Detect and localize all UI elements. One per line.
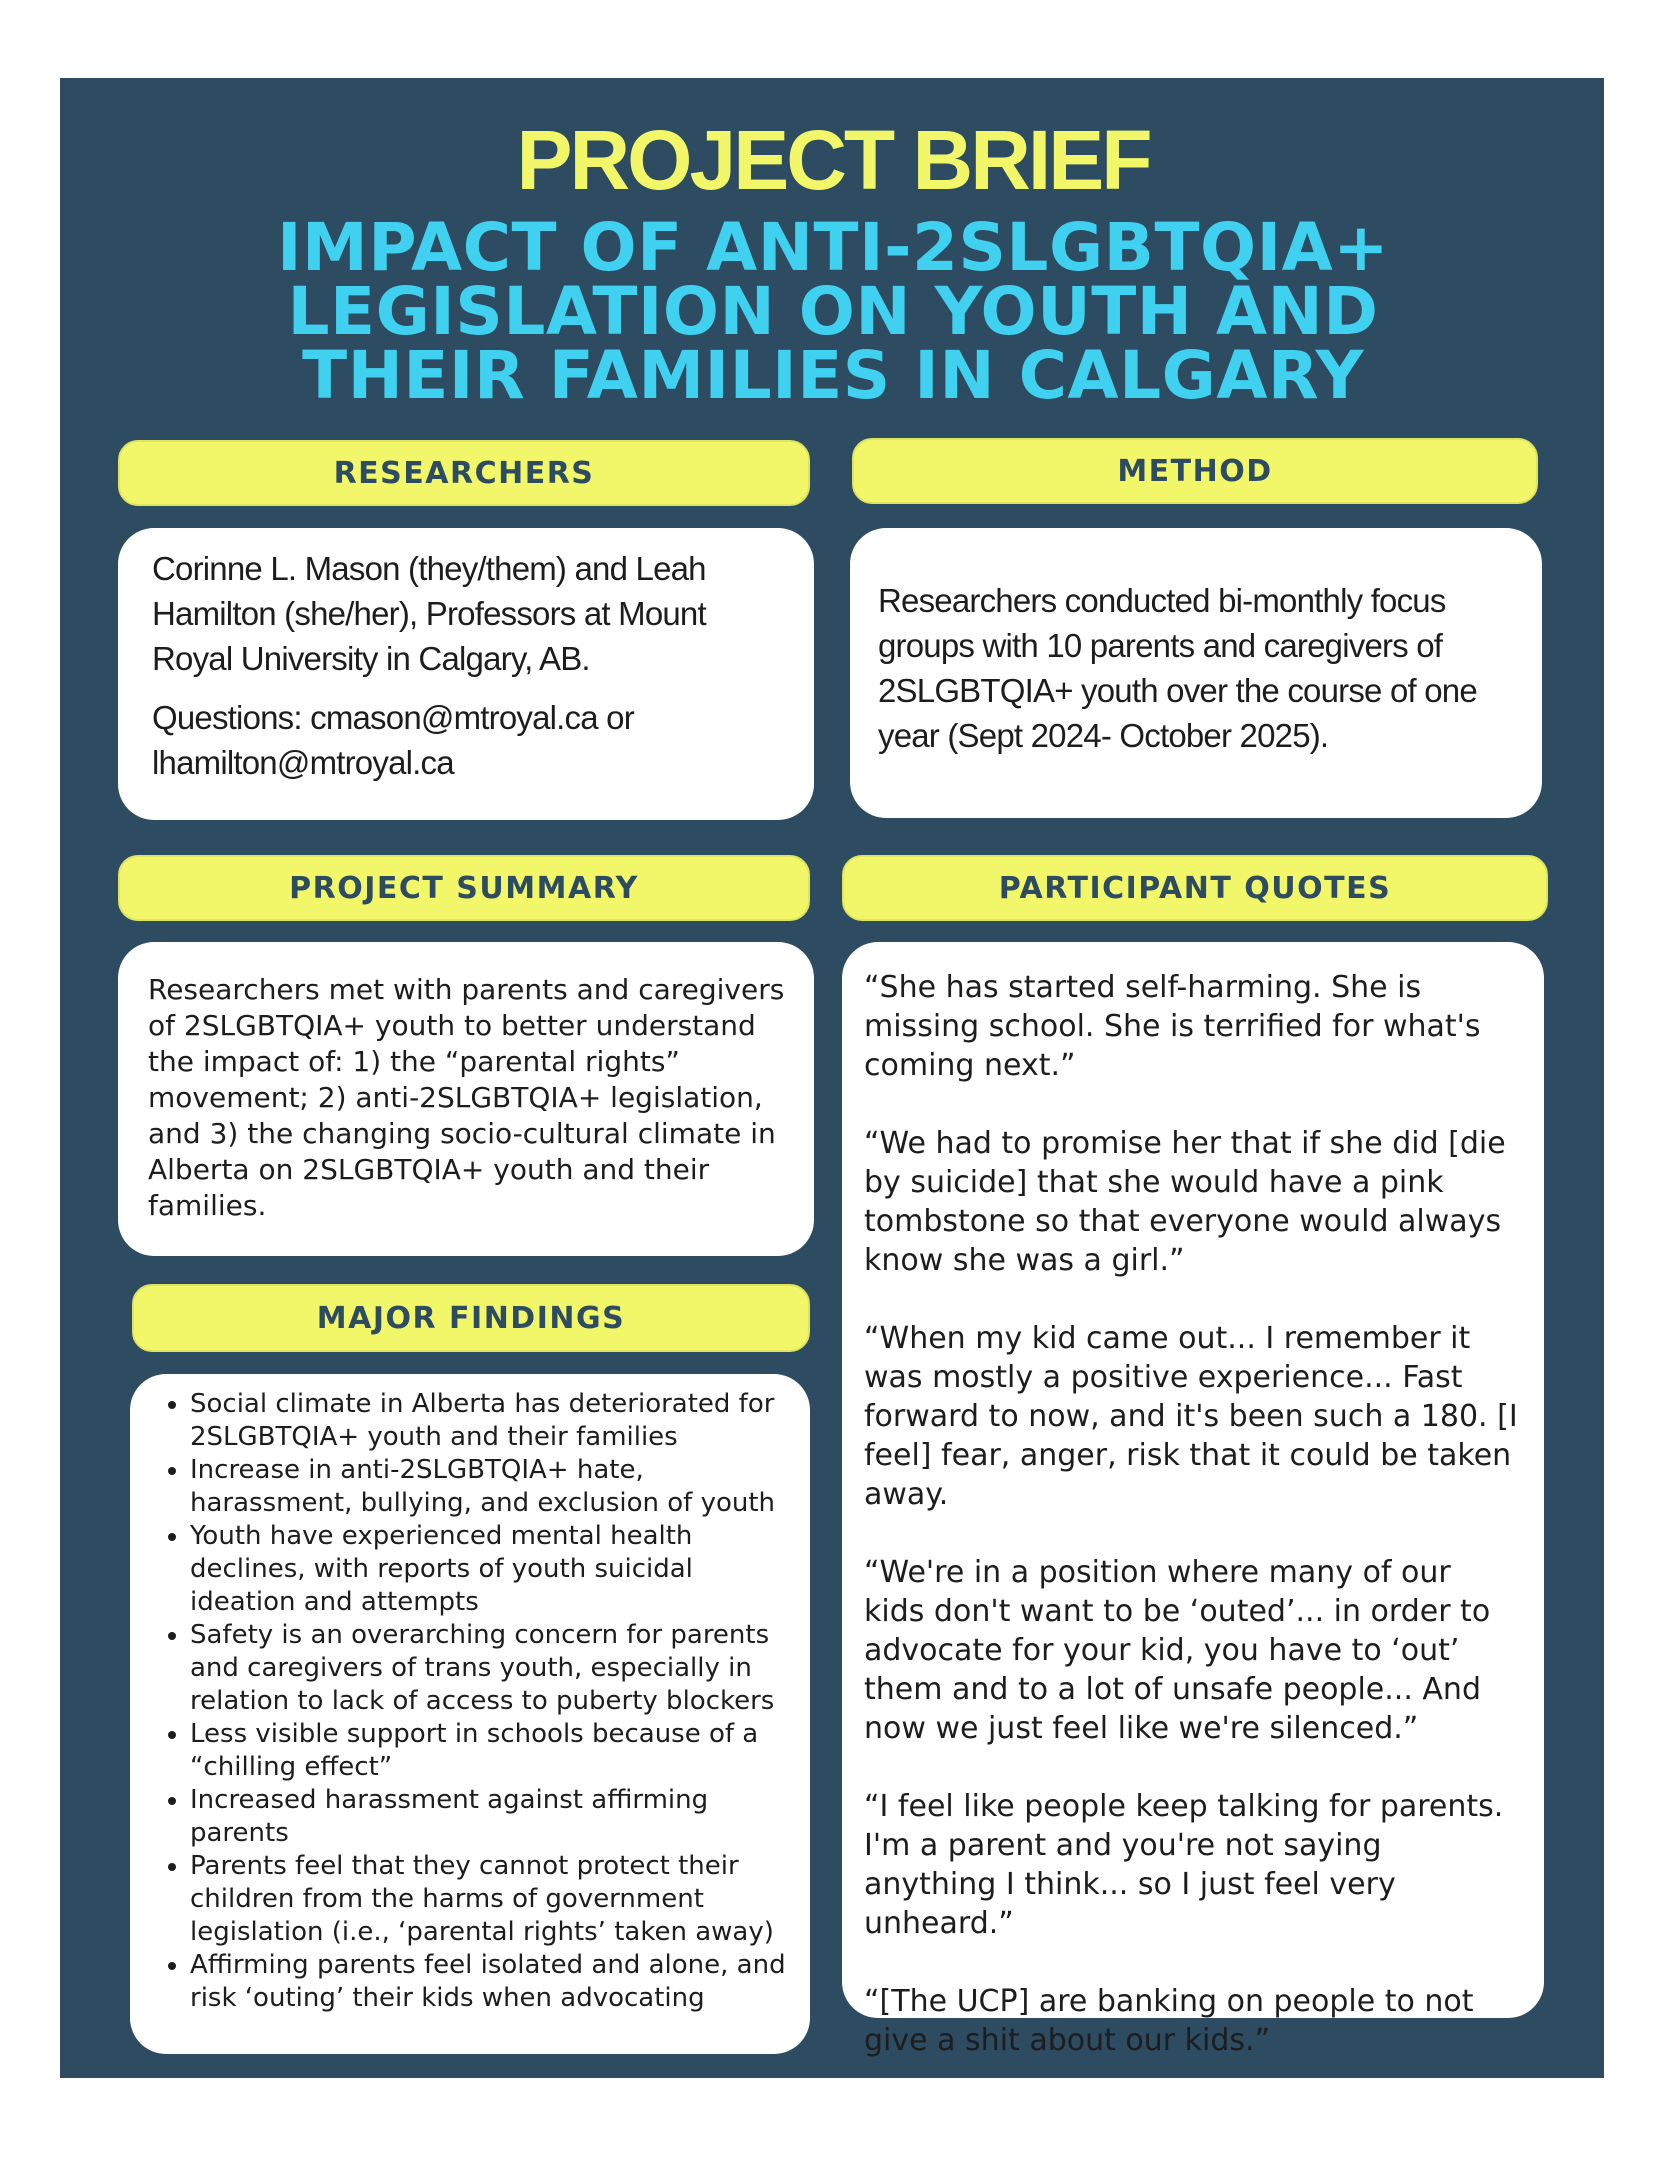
researchers-text: Corinne L. Mason (they/them) and Leah Hamilton (she/her), Professors at Mount Royal University in Calgary, AB. <box>152 550 706 677</box>
finding-item: • Affirming parents feel isolated and alone, and risk ‘outing’ their kids when advocating <box>190 1949 792 2015</box>
researchers-heading: RESEARCHERS <box>118 440 810 506</box>
quote-item: “[The UCP] are banking on people to not give a shit about our kids.” <box>864 1984 1474 2058</box>
method-card <box>850 528 1542 818</box>
summary-heading: PROJECT SUMMARY <box>118 855 810 921</box>
quotes-heading: PARTICIPANT QUOTES <box>842 855 1548 921</box>
findings-heading: MAJOR FINDINGS <box>132 1284 810 1352</box>
quote-item: “We're in a position where many of our kids don't want to be ‘outed’... in order to advocate for your kid, you have to ‘out’ them and to a lot of unsafe people... And now we just feel like we're silenced.” <box>864 1555 1491 1746</box>
method-text: Researchers conducted bi-monthly focus groups with 10 parents and caregivers of 2SLGBTQIA+ youth over the course of one year (Sept 2024- October 2025). <box>878 582 1477 754</box>
finding-item: • Youth have experienced mental health declines, with reports of youth suicidal ideation and attempts <box>190 1520 792 1619</box>
findings-list <box>156 1388 792 2015</box>
summary-text: Researchers met with parents and caregivers of 2SLGBTQIA+ youth to better understand the impact of: 1) the “parental rights” movement; 2) anti-2SLGBTQIA+ legislation, and 3) the changing socio-cultural climate in Alberta on 2SLGBTQIA+ youth and their families. <box>148 973 785 1222</box>
finding-item: • Parents feel that they cannot protect their children from the harms of government legislation (i.e., ‘parental rights’ taken away) <box>190 1850 792 1949</box>
finding-item: • Less visible support in schools because of a “chilling effect” <box>190 1718 792 1784</box>
findings-card <box>130 1374 810 2054</box>
quote-item: “I feel like people keep talking for parents. I'm a parent and you're not saying anything I think... so I just feel very unheard.” <box>864 1789 1504 1941</box>
finding-item: • Increased harassment against affirming parents <box>190 1784 792 1850</box>
researchers-questions: Questions: cmason@mtroyal.ca or lhamilton@mtroyal.ca <box>152 699 634 781</box>
quotes-card <box>842 942 1544 2058</box>
quote-item: “When my kid came out... I remember it was mostly a positive experience... Fast forward to now, and it's been such a 180. [I feel] fear, anger, risk that it could be taken away. <box>864 1321 1518 1512</box>
finding-item: • Increase in anti-2SLGBTQIA+ hate, harassment, bullying, and exclusion of youth <box>190 1454 792 1520</box>
finding-item: • Social climate in Alberta has deteriorated for 2SLGBTQIA+ youth and their families <box>190 1388 792 1454</box>
page-title: IMPACT OF ANTI-2SLGBTQIA+ LEGISLATION ON YOUTH AND THEIR FAMILIES IN CALGARY <box>276 209 1390 414</box>
quote-item: “She has started self-harming. She is missing school. She is terrified for what's coming next.” <box>864 970 1481 1083</box>
summary-card <box>118 942 814 1256</box>
researchers-card <box>118 528 814 820</box>
method-heading: METHOD <box>852 438 1538 504</box>
page-kicker: PROJECT BRIEF <box>516 113 1150 207</box>
finding-item: • Safety is an overarching concern for parents and caregivers of trans youth, especially in relation to lack of access to puberty blockers <box>190 1619 792 1718</box>
quote-item: “We had to promise her that if she did [die by suicide] that she would have a pink tombstone so that everyone would always know she was a girl.” <box>864 1126 1506 1278</box>
